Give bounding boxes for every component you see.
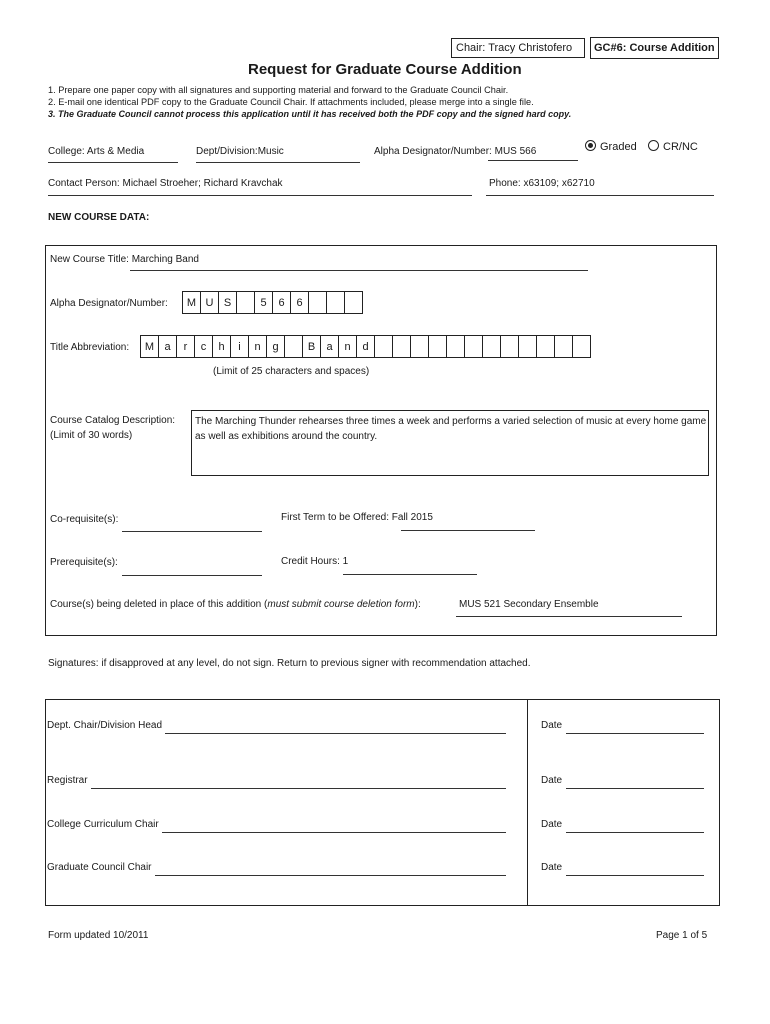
char-cell[interactable]: S xyxy=(218,291,237,314)
grading-graded[interactable]: Graded xyxy=(585,140,637,153)
signature-label: Dept. Chair/Division Head xyxy=(47,720,163,731)
char-cell[interactable]: h xyxy=(212,335,231,358)
date-line[interactable] xyxy=(566,788,704,789)
instruction-1: 1. Prepare one paper copy with all signatures and supporting material and forward to the Graduate Council Chair. xyxy=(48,85,509,95)
char-cell[interactable]: g xyxy=(266,335,285,358)
char-cell[interactable] xyxy=(410,335,429,358)
catalog-label-1: Course Catalog Description: xyxy=(50,415,176,426)
char-cell[interactable]: n xyxy=(248,335,267,358)
char-cell[interactable]: 6 xyxy=(290,291,309,314)
radio-selected-icon[interactable] xyxy=(585,140,596,151)
char-cell[interactable]: M xyxy=(182,291,201,314)
college-field[interactable]: College: Arts & Media xyxy=(48,146,145,157)
page-title: Request for Graduate Course Addition xyxy=(248,61,522,78)
alpha-label: Alpha Designator/Number: xyxy=(50,298,168,309)
char-cell[interactable] xyxy=(374,335,393,358)
grading-crnc[interactable]: CR/NC xyxy=(648,140,698,153)
instruction-3: 3. The Graduate Council cannot process this application until it has received both the PDF copy and the signed hard copy. xyxy=(48,109,572,119)
chair-box xyxy=(451,38,585,58)
char-cell[interactable] xyxy=(518,335,537,358)
abbr-limit: (Limit of 25 characters and spaces) xyxy=(213,366,370,377)
catalog-label-2: (Limit of 30 words) xyxy=(50,430,133,441)
char-cell[interactable]: c xyxy=(194,335,213,358)
signature-line[interactable] xyxy=(162,832,506,833)
deleted-course-value[interactable]: MUS 521 Secondary Ensemble xyxy=(459,599,599,610)
signature-line[interactable] xyxy=(165,733,506,734)
signature-label: Graduate Council Chair xyxy=(47,862,152,873)
char-cell[interactable]: 5 xyxy=(254,291,273,314)
char-cell[interactable]: M xyxy=(140,335,159,358)
char-cell[interactable] xyxy=(554,335,573,358)
date-label: Date xyxy=(541,775,563,786)
char-cell[interactable] xyxy=(308,291,327,314)
instruction-2: 2. E-mail one identical PDF copy to the Graduate Council Chair. If attachments included, please merge into a single file. xyxy=(48,97,534,107)
date-label: Date xyxy=(541,720,563,731)
first-term-field[interactable]: First Term to be Offered: Fall 2015 xyxy=(281,512,433,523)
catalog-description[interactable]: The Marching Thunder rehearses three times a week and performs a varied selection of music at every home game as well as exhibitions around the country. xyxy=(191,410,709,476)
abbr-label: Title Abbreviation: xyxy=(50,342,130,353)
prereq-field[interactable]: Prerequisite(s): xyxy=(50,557,118,568)
section-label: NEW COURSE DATA: xyxy=(48,212,150,223)
coreq-field[interactable]: Co-requisite(s): xyxy=(50,514,119,525)
signature-line[interactable] xyxy=(155,875,506,876)
char-cell[interactable] xyxy=(446,335,465,358)
char-cell[interactable]: i xyxy=(230,335,249,358)
form-code-box xyxy=(590,37,719,59)
char-cell[interactable]: a xyxy=(320,335,339,358)
char-cell[interactable]: a xyxy=(158,335,177,358)
char-cell[interactable] xyxy=(392,335,411,358)
form-code: GC#6: Course Addition xyxy=(594,42,715,54)
signature-label: College Curriculum Chair xyxy=(47,819,159,830)
alpha-cells[interactable] xyxy=(182,291,363,314)
char-cell[interactable]: B xyxy=(302,335,321,358)
char-cell[interactable] xyxy=(464,335,483,358)
char-cell[interactable] xyxy=(236,291,255,314)
dept-field[interactable]: Dept/Division:Music xyxy=(196,146,284,157)
page-number: Page 1 of 5 xyxy=(656,930,708,941)
phone-field[interactable]: Phone: x63109; x62710 xyxy=(489,178,595,189)
deleted-course-label: Course(s) being deleted in place of this addition (must submit course deletion form): xyxy=(50,599,421,610)
char-cell[interactable]: r xyxy=(176,335,195,358)
char-cell[interactable] xyxy=(572,335,591,358)
course-title-field[interactable]: New Course Title: Marching Band xyxy=(50,254,199,265)
contact-field[interactable]: Contact Person: Michael Stroeher; Richard Kravchak xyxy=(48,178,283,189)
char-cell[interactable] xyxy=(536,335,555,358)
char-cell[interactable]: U xyxy=(200,291,219,314)
signature-line[interactable] xyxy=(91,788,506,789)
date-label: Date xyxy=(541,819,563,830)
char-cell[interactable] xyxy=(428,335,447,358)
char-cell[interactable]: 6 xyxy=(272,291,291,314)
signature-label: Registrar xyxy=(47,775,88,786)
credit-hours-field[interactable]: Credit Hours: 1 xyxy=(281,556,349,567)
char-cell[interactable] xyxy=(500,335,519,358)
date-label: Date xyxy=(541,862,563,873)
abbr-cells[interactable] xyxy=(140,335,591,358)
date-line[interactable] xyxy=(566,875,704,876)
form-updated: Form updated 10/2011 xyxy=(48,930,149,941)
char-cell[interactable] xyxy=(344,291,363,314)
chair-label: Chair: Tracy Christofero xyxy=(456,42,573,54)
radio-unselected-icon[interactable] xyxy=(648,140,659,151)
char-cell[interactable] xyxy=(482,335,501,358)
signature-note: Signatures: if disapproved at any level, do not sign. Return to previous signer with recommendation attached. xyxy=(48,658,531,669)
char-cell[interactable] xyxy=(284,335,303,358)
char-cell[interactable] xyxy=(326,291,345,314)
char-cell[interactable]: n xyxy=(338,335,357,358)
char-cell[interactable]: d xyxy=(356,335,375,358)
date-line[interactable] xyxy=(566,832,704,833)
alpha-field[interactable]: Alpha Designator/Number: MUS 566 xyxy=(374,146,537,157)
date-line[interactable] xyxy=(566,733,704,734)
